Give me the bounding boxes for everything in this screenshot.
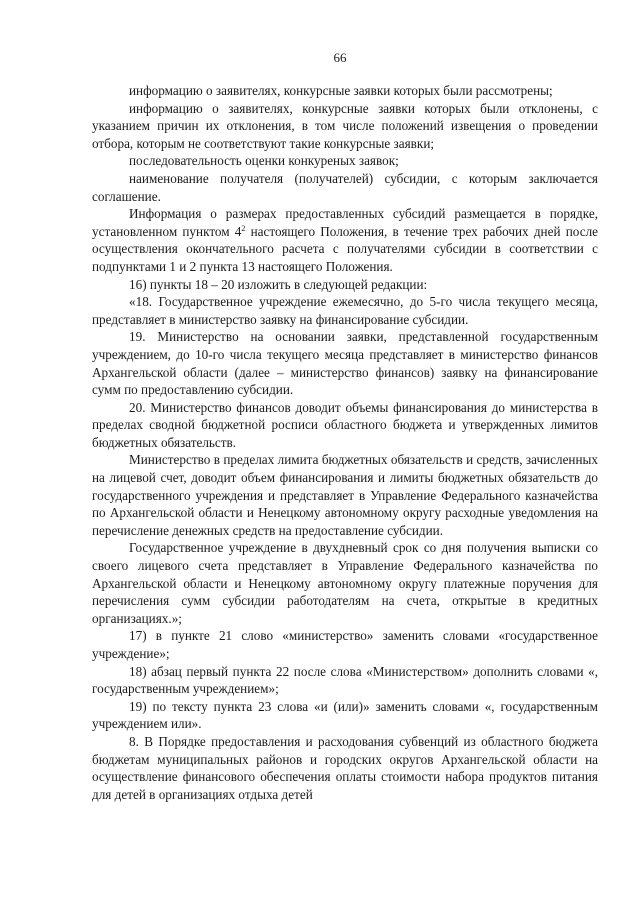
- paragraph-part: настоящего Положения, в течение трех рабочих дней после осуществления окончательного расчета с получателями субсидии в соответствии с подпунктами 1 и 2 пункта 13 настоящего Положения.: [92, 223, 598, 274]
- paragraph: 8. В Порядке предоставления и расходования субвенций из областного бюджета бюджетам муниципальных районов и городских округов Архангельской области на осуществление финансового обеспечения оплаты стоимости набора продуктов питания для детей в организациях отдыха детей: [92, 733, 598, 802]
- paragraph: 20. Министерство финансов доводит объемы финансирования до министерства в пределах сводной бюджетной росписи областного бюджета и утвержденных лимитов бюджетных обязательств.: [92, 399, 598, 450]
- paragraph: 18) абзац первый пункта 22 после слова «Министерством» дополнить словами «, государственным учреждением»;: [92, 663, 598, 697]
- paragraph: Государственное учреждение в двухдневный срок со дня получения выписки со своего лицевого счета представляет в Управление Федерального казначейства по Архангельской области и Ненецкому автономному округу платежные поручения для перечисления сумм субсидии работодателям на счета, открытые в кредитных организациях.»;: [92, 540, 598, 626]
- paragraph: 19. Министерство на основании заявки, представленной государственным учреждением, до 10-го числа текущего месяца представляет в министерство финансов Архангельской области (далее – министерство финансов) заявку на финансирование сумм по предоставлению субсидии.: [92, 329, 598, 398]
- paragraph: 17) в пункте 21 слово «министерство» заменить словами «государственное учреждение»;: [92, 628, 598, 661]
- paragraph: 19) по тексту пункта 23 слова «и (или)» заменить словами «, государственным учреждением или».: [92, 698, 598, 732]
- paragraph: последовательность оценки конкуреных заявок;: [129, 153, 399, 169]
- paragraph: информацию о заявителях, конкурсные заявки которых были отклонены, с указанием причин их отклонения, в том числе положений извещения о проведении отбора, которым не соответствуют такие конкурсные заявки;: [92, 100, 598, 151]
- paragraph-part: Информация о размерах предоставленных субсидий размещается в порядке, установленном пунктом 4: [92, 206, 598, 239]
- paragraph: Министерство в пределах лимита бюджетных обязательств и средств, зачисленных на лицевой счет, доводит объем финансирования и лимиты бюджетных обязательств до государственного учреждения и представляет в Управление Федерального казначейства по Архангельской области и Ненецкому автономному округу расходные уведомления на перечисление денежных средств на предоставление субсидии.: [92, 452, 598, 538]
- paragraph: наименование получателя (получателей) субсидии, с которым заключается соглашение.: [92, 170, 598, 204]
- paragraph: 16) пункты 18 – 20 изложить в следующей редакции:: [129, 276, 428, 292]
- superscript: 2: [241, 223, 246, 233]
- paragraph: «18. Государственное учреждение ежемесячно, до 5-го числа текущего месяца, представляет в министерство заявку на финансирование субсидии.: [92, 294, 598, 327]
- page-number: 66: [333, 50, 347, 65]
- paragraph: информацию о заявителях, конкурсные заявки которых были рассмотрены;: [129, 83, 553, 98]
- paragraph-subsidy-info: [92, 205, 598, 275]
